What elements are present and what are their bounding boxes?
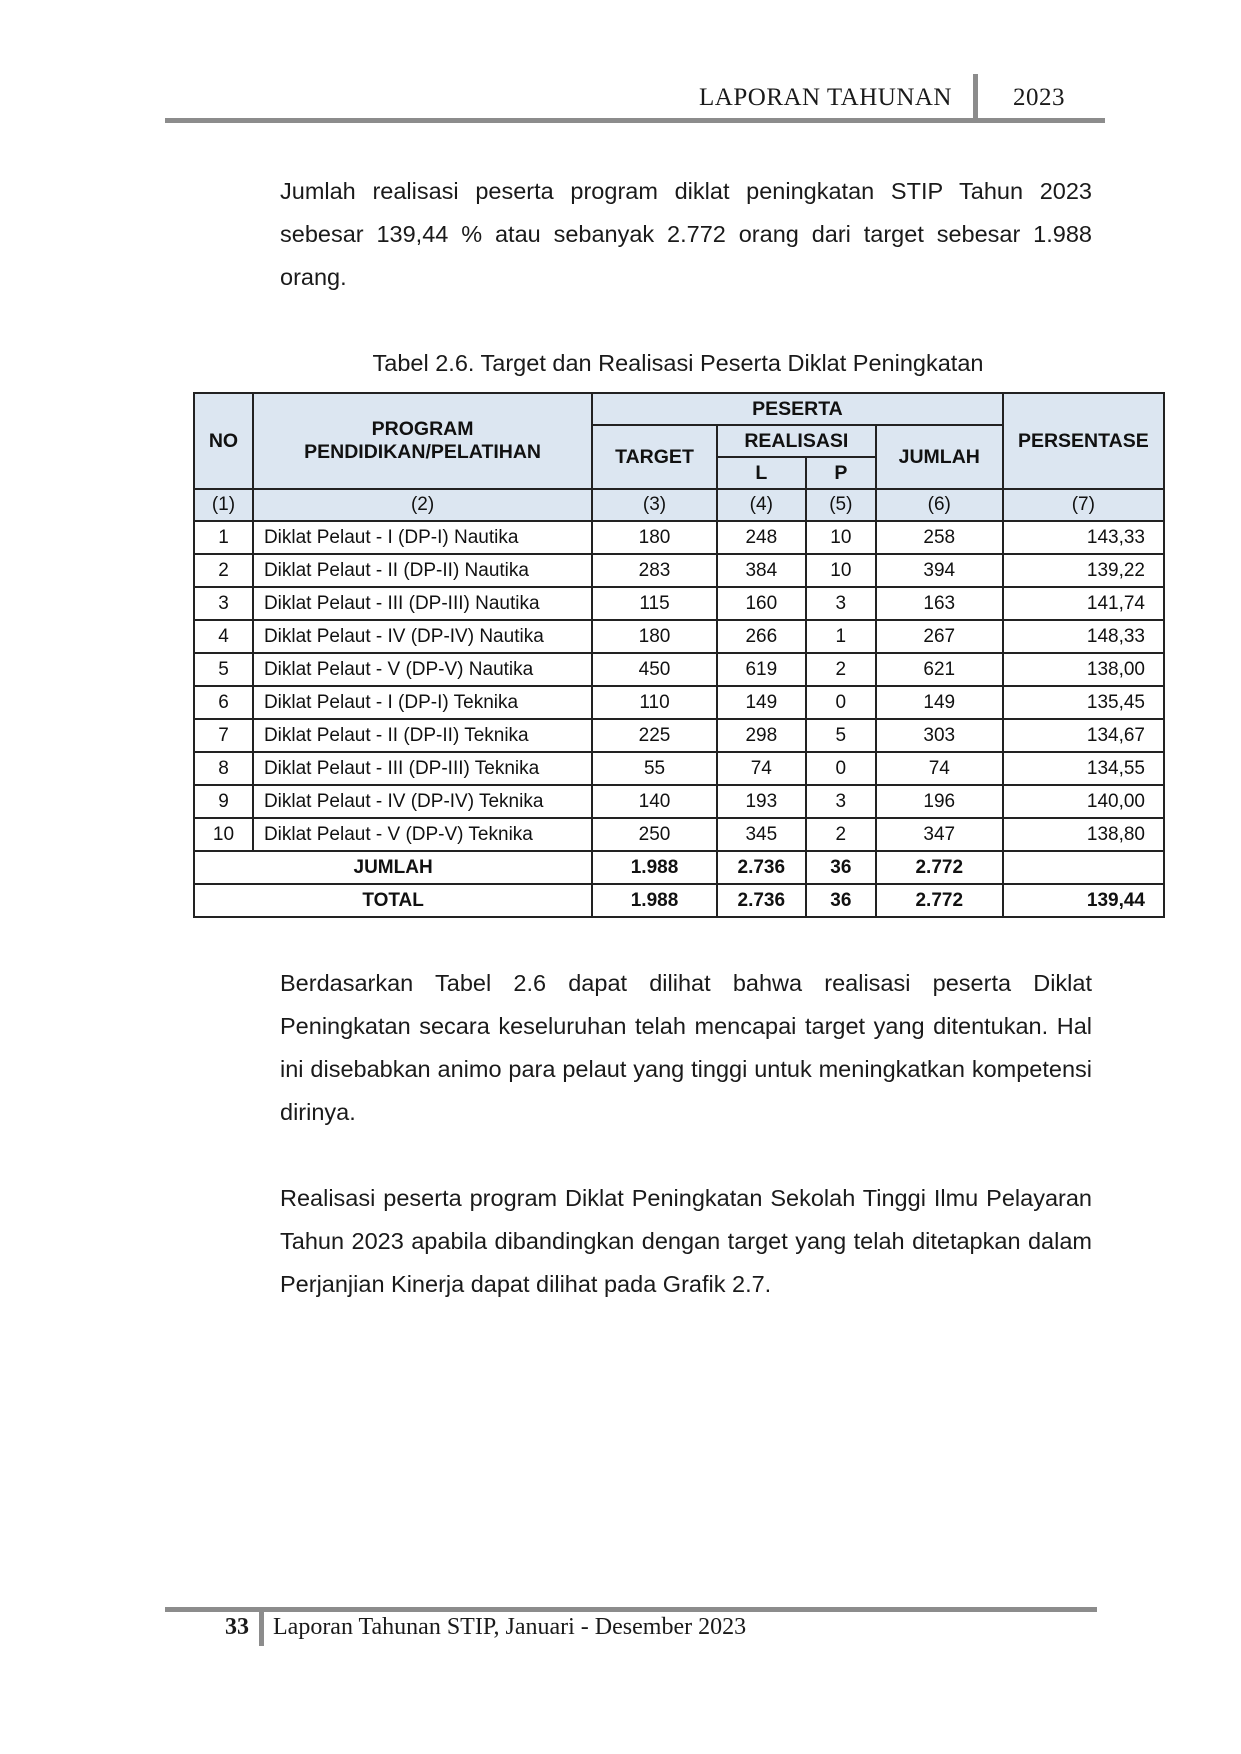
th-realisasi: REALISASI	[717, 425, 876, 457]
cell-no: 6	[194, 686, 253, 719]
table-row	[194, 587, 1164, 620]
cell-target: 450	[592, 653, 717, 686]
cell-p: 0	[806, 686, 876, 719]
table-caption: Tabel 2.6. Target dan Realisasi Peserta Diklat Peningkatan	[372, 350, 984, 376]
cell-no: 3	[194, 587, 253, 620]
cell-program: Diklat Pelaut - V (DP-V) Nautika	[253, 653, 592, 686]
cell-target: 110	[592, 686, 717, 719]
cell-target: 225	[592, 719, 717, 752]
cell-jumlah: 267	[876, 620, 1003, 653]
total-row	[194, 884, 1164, 917]
th-program: PROGRAM PENDIDIKAN/PELATIHAN	[253, 393, 592, 489]
cell-persentase: 138,80	[1003, 818, 1164, 851]
cell-target: 55	[592, 752, 717, 785]
table-row	[194, 818, 1164, 851]
cell-persentase: 134,67	[1003, 719, 1164, 752]
cell-program: Diklat Pelaut - V (DP-V) Teknika	[253, 818, 592, 851]
cell-program: Diklat Pelaut - III (DP-III) Nautika	[253, 587, 592, 620]
total-label: TOTAL	[194, 884, 592, 917]
cell-l: 384	[717, 554, 806, 587]
header-year: 2023	[1013, 84, 1065, 111]
cell-jumlah: 74	[876, 752, 1003, 785]
col-number: (4)	[717, 489, 806, 521]
col-number: (7)	[1003, 489, 1164, 521]
table-row	[194, 521, 1164, 554]
footer-page-number: 33	[225, 1614, 249, 1640]
table-row	[194, 653, 1164, 686]
cell-no: 9	[194, 785, 253, 818]
cell-no: 8	[194, 752, 253, 785]
jumlah-l: 2.736	[717, 851, 806, 884]
th-no: NO	[194, 393, 253, 489]
paragraph-reference: Realisasi peserta program Diklat Peningkatan Sekolah Tinggi Ilmu Pelayaran Tahun 2023 apabila dibandingkan dengan target yang telah ditetapkan dalam Perjanjian Kinerja dapat dilihat pada Grafik 2.7.	[280, 1185, 1092, 1297]
total-p: 36	[806, 884, 876, 917]
cell-p: 1	[806, 620, 876, 653]
cell-p: 10	[806, 554, 876, 587]
cell-no: 1	[194, 521, 253, 554]
cell-l: 160	[717, 587, 806, 620]
footer-text: Laporan Tahunan STIP, Januari - Desember 2023	[273, 1614, 747, 1640]
cell-p: 10	[806, 521, 876, 554]
cell-no: 2	[194, 554, 253, 587]
cell-target: 140	[592, 785, 717, 818]
col-number: (2)	[253, 489, 592, 521]
column-number-row	[194, 489, 1164, 521]
cell-no: 4	[194, 620, 253, 653]
paragraph-analysis: Berdasarkan Tabel 2.6 dapat dilihat bahwa realisasi peserta Diklat Peningkatan secara keseluruhan telah mencapai target yang ditentukan. Hal ini disebabkan animo para pelaut yang tinggi untuk meningkatkan kompetensi dirinya.	[280, 970, 1092, 1125]
th-persentase: PERSENTASE	[1003, 393, 1164, 489]
cell-program: Diklat Pelaut - IV (DP-IV) Teknika	[253, 785, 592, 818]
jumlah-label: JUMLAH	[194, 851, 592, 884]
table-row	[194, 719, 1164, 752]
cell-l: 345	[717, 818, 806, 851]
cell-target: 180	[592, 521, 717, 554]
total-l: 2.736	[717, 884, 806, 917]
jumlah-row	[194, 851, 1164, 884]
cell-program: Diklat Pelaut - II (DP-II) Nautika	[253, 554, 592, 587]
cell-jumlah: 149	[876, 686, 1003, 719]
jumlah-target: 1.988	[592, 851, 717, 884]
footer-separator	[259, 1610, 264, 1646]
header-title: LAPORAN TAHUNAN	[699, 84, 952, 111]
cell-persentase: 143,33	[1003, 521, 1164, 554]
table-row	[194, 554, 1164, 587]
total-jumlah: 2.772	[876, 884, 1003, 917]
header-separator	[973, 74, 978, 122]
cell-persentase: 138,00	[1003, 653, 1164, 686]
paragraph-intro: Jumlah realisasi peserta program diklat peningkatan STIP Tahun 2023 sebesar 139,44 % atau sebanyak 2.772 orang dari target sebesar 1.988 orang.	[280, 178, 1092, 290]
table-row	[194, 752, 1164, 785]
cell-jumlah: 347	[876, 818, 1003, 851]
th-p: P	[806, 457, 876, 489]
col-number: (5)	[806, 489, 876, 521]
cell-target: 250	[592, 818, 717, 851]
col-number: (3)	[592, 489, 717, 521]
table-body	[194, 521, 1164, 851]
page-header	[165, 72, 1105, 124]
cell-program: Diklat Pelaut - I (DP-I) Teknika	[253, 686, 592, 719]
col-number: (6)	[876, 489, 1003, 521]
participants-table	[193, 392, 1165, 918]
cell-p: 2	[806, 653, 876, 686]
cell-persentase: 140,00	[1003, 785, 1164, 818]
cell-target: 115	[592, 587, 717, 620]
cell-jumlah: 196	[876, 785, 1003, 818]
cell-p: 2	[806, 818, 876, 851]
cell-persentase: 141,74	[1003, 587, 1164, 620]
cell-l: 298	[717, 719, 806, 752]
cell-program: Diklat Pelaut - I (DP-I) Nautika	[253, 521, 592, 554]
cell-l: 248	[717, 521, 806, 554]
cell-persentase: 148,33	[1003, 620, 1164, 653]
cell-l: 193	[717, 785, 806, 818]
cell-l: 149	[717, 686, 806, 719]
cell-jumlah: 621	[876, 653, 1003, 686]
cell-target: 283	[592, 554, 717, 587]
cell-target: 180	[592, 620, 717, 653]
th-l: L	[717, 457, 806, 489]
jumlah-jumlah: 2.772	[876, 851, 1003, 884]
total-target: 1.988	[592, 884, 717, 917]
cell-no: 7	[194, 719, 253, 752]
cell-l: 74	[717, 752, 806, 785]
cell-l: 619	[717, 653, 806, 686]
cell-no: 5	[194, 653, 253, 686]
header-rule	[165, 118, 1105, 123]
cell-program: Diklat Pelaut - III (DP-III) Teknika	[253, 752, 592, 785]
th-target: TARGET	[592, 425, 717, 489]
th-jumlah: JUMLAH	[876, 425, 1003, 489]
cell-program: Diklat Pelaut - IV (DP-IV) Nautika	[253, 620, 592, 653]
cell-jumlah: 394	[876, 554, 1003, 587]
cell-p: 0	[806, 752, 876, 785]
col-number: (1)	[194, 489, 253, 521]
cell-p: 3	[806, 587, 876, 620]
cell-program: Diklat Pelaut - II (DP-II) Teknika	[253, 719, 592, 752]
jumlah-p: 36	[806, 851, 876, 884]
table-row	[194, 620, 1164, 653]
cell-jumlah: 303	[876, 719, 1003, 752]
cell-no: 10	[194, 818, 253, 851]
cell-p: 5	[806, 719, 876, 752]
cell-jumlah: 163	[876, 587, 1003, 620]
total-persentase: 139,44	[1003, 884, 1164, 917]
cell-l: 266	[717, 620, 806, 653]
cell-persentase: 135,45	[1003, 686, 1164, 719]
jumlah-persentase	[1003, 851, 1164, 884]
cell-p: 3	[806, 785, 876, 818]
footer-rule	[165, 1607, 1097, 1612]
cell-persentase: 134,55	[1003, 752, 1164, 785]
table-row	[194, 686, 1164, 719]
cell-jumlah: 258	[876, 521, 1003, 554]
table-row	[194, 785, 1164, 818]
th-peserta: PESERTA	[592, 393, 1002, 425]
cell-persentase: 139,22	[1003, 554, 1164, 587]
